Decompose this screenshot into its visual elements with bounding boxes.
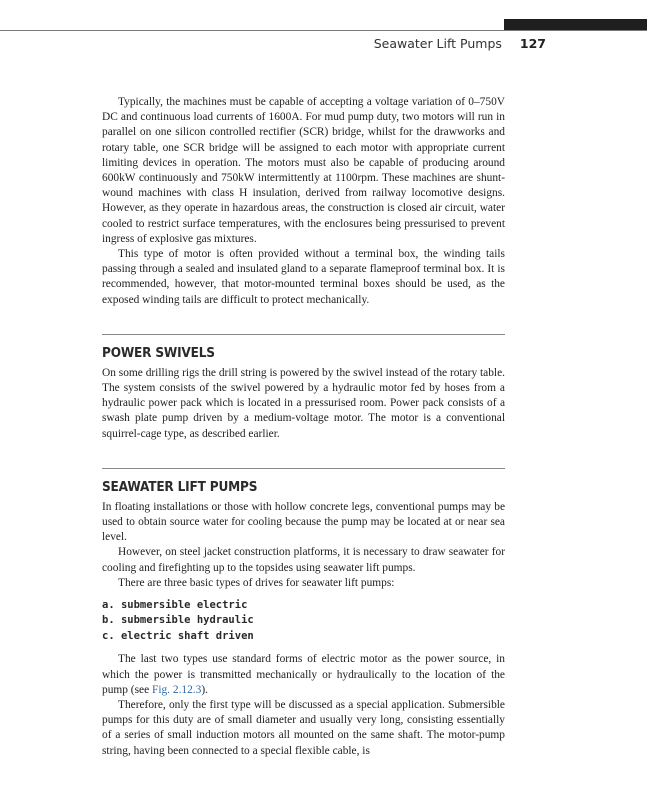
paragraph-text: ). bbox=[201, 683, 209, 696]
seawater-paragraph-2: However, on steel jacket construction platforms, it is necessary to draw seawater for cooling and firefighting up to the topsides using seawater lift pumps. bbox=[102, 546, 505, 574]
seawater-paragraph-1: In floating installations or those with hollow concrete legs, conventional pumps may be used to obtain source water for cooling because the pump may be located at or near sea level. bbox=[102, 500, 505, 544]
list-item: b. submersible hydraulic bbox=[102, 614, 254, 627]
header-rule bbox=[0, 30, 647, 31]
list-item: c. electric shaft driven bbox=[102, 629, 254, 642]
intro-paragraph-1: Typically, the machines must be capable of accepting a voltage variation of 0–750V DC and continuous load currents of 1600A. For mud pump duty, two motors will run in parallel on one silicon controlled rectifier (SCR) bridge, whilst for the drawworks and rotary table, one SCR bridge will be assigned to each motor with appropriate current limiting devices in operation. The motors must also be capable of producing around 600kW continuously and 750kW intermittently at 1100rpm. These machines are shunt-wound machines with class H insulation, derived from railway locomotive designs. However, as they operate in hazardous areas, the construction is closed air circuit, water cooled to restrict surface temperatures, with the enclosures being pressurised to prevent ingress of explosive gas mixtures. bbox=[102, 96, 505, 245]
drive-types-list bbox=[102, 598, 505, 644]
page-number: 127 bbox=[519, 36, 546, 51]
seawater-paragraph-4 bbox=[102, 652, 505, 698]
power-swivels-paragraph: On some drilling rigs the drill string is powered by the swivel instead of the rotary table. The system consists of the swivel powered by a hydraulic motor fed by hoses from a hydraulic power pack which is located in a pressurised room. Power pack consists of a swash plate pump driven by a medium-voltage motor. The motor is a conventional squirrel-cage type, as described earlier. bbox=[102, 366, 505, 440]
seawater-paragraph-5: Therefore, only the first type will be discussed as a special application. Submersible pumps for this duty are of small diameter and usually very long, consisting essentially of a series of small induction motors all mounted on the same shaft. The motor-pump string, having been connected to a special flexible cable, is bbox=[102, 698, 505, 757]
paragraph-text: The last two types use standard forms of electric motor as the power source, in which the power is transmitted mechanically or hydraulically to the location of the pump (see bbox=[102, 653, 505, 696]
figure-reference-link[interactable]: Fig. 2.12.3 bbox=[151, 683, 202, 696]
seawater-paragraph-3: There are three basic types of drives for seawater lift pumps: bbox=[118, 576, 395, 589]
seawater-lift-pumps-heading: SEAWATER LIFT PUMPS bbox=[102, 479, 258, 495]
power-swivels-heading: POWER SWIVELS bbox=[102, 345, 215, 361]
header-accent-bar bbox=[504, 19, 647, 30]
page-body bbox=[102, 95, 505, 759]
list-item: a. submersible electric bbox=[102, 599, 248, 612]
running-head bbox=[374, 36, 546, 51]
running-title: Seawater Lift Pumps bbox=[373, 36, 502, 51]
intro-paragraph-2: This type of motor is often provided without a terminal box, the winding tails passing through a sealed and insulated gland to a separate flameproof terminal box. It is recommended, however, that motor-mounted terminal boxes should be used, as the exposed winding tails are difficult to protect mechanically. bbox=[102, 248, 505, 306]
seawater-lift-pumps-section bbox=[102, 468, 505, 759]
power-swivels-section bbox=[102, 334, 505, 442]
